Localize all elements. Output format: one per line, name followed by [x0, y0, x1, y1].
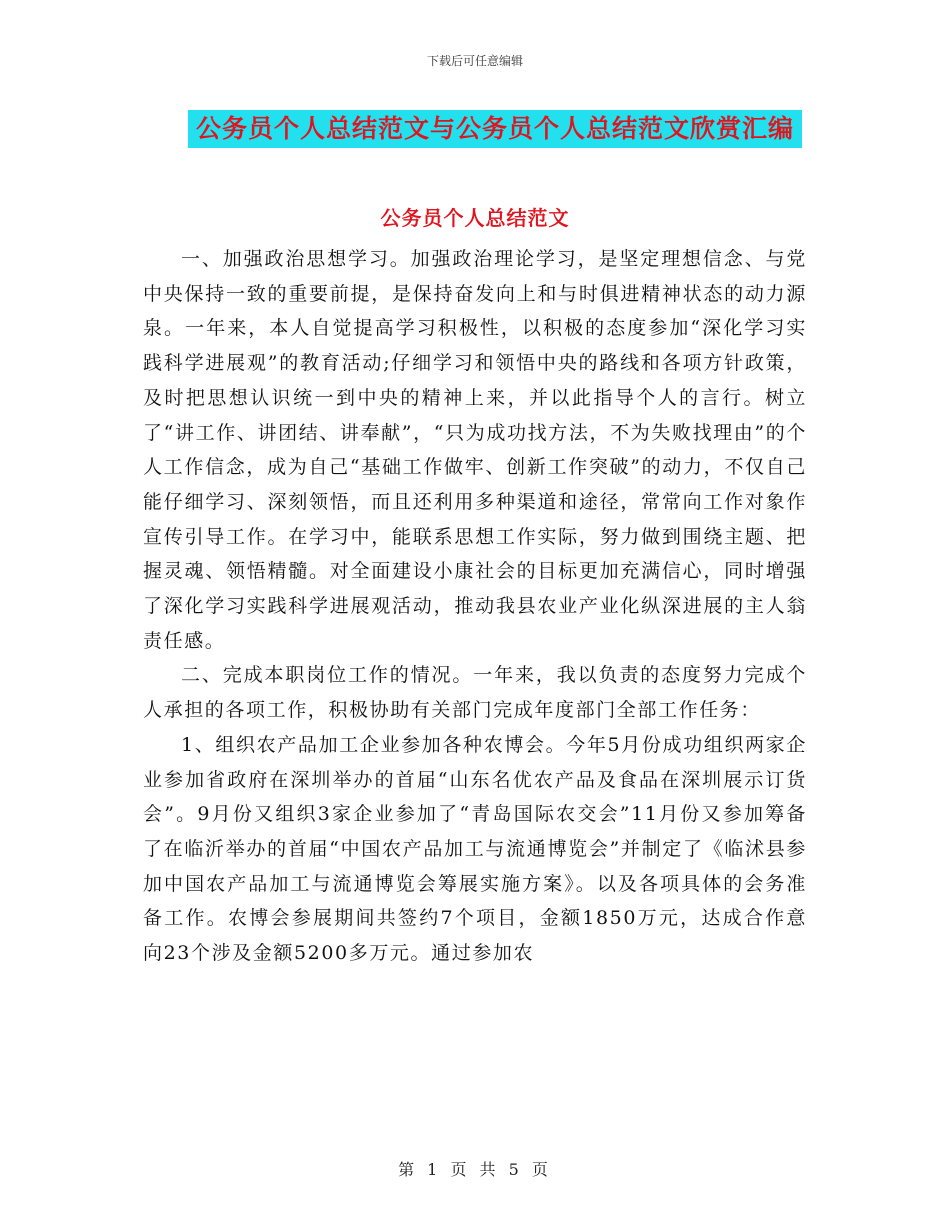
document-body [143, 242, 807, 971]
paragraph-2: 二、完成本职岗位工作的情况。一年来，我以负责的态度努力完成个人承担的各项工作，积极协助有关部门完成年度部门全部工作任务： [143, 664, 807, 722]
page-number: 第 1 页 共 5 页 [398, 1160, 552, 1179]
page-header-note: 下载后可任意编辑 [426, 54, 523, 68]
document-title-highlight [188, 110, 802, 148]
paragraph-1: 一、加强政治思想学习。加强政治理论学习，是坚定理想信念、与党中央保持一致的重要前提，是保持奋发向上和与时俱进精神状态的动力源泉。一年来，本人自觉提高学习积极性，以积极的态度参加“深化学习实践科学进展观”的教育活动;仔细学习和领悟中央的路线和各项方针政策，及时把思想认识统一到中央的精神上来，并以此指导个人的言行。树立了“讲工作、讲团结、讲奉献”，“只为成功找方法，不为失败找理由”的个人工作信念，成为自己“基础工作做牢、创新工作突破”的动力，不仅自己能仔细学习、深刻领悟，而且还利用多种渠道和途径，常常向工作对象作宣传引导工作。在学习中，能联系思想工作实际，努力做到围绕主题、把握灵魂、领悟精髓。对全面建设小康社会的目标更加充满信心，同时增强了深化学习实践科学进展观活动，推动我县农业产业化纵深进展的主人翁责任感。 [143, 248, 807, 652]
paragraph-3: 1、组织农产品加工企业参加各种农博会。今年5月份成功组织两家企业参加省政府在深圳举办的首届“山东名优农产品及食品在深圳展示订货会”。9月份又组织3家企业参加了“青岛国际农交会”11月份又参加筹备了在临沂举办的首届“中国农产品加工与流通博览会”并制定了《临沭县参加中国农产品加工与流通博览会筹展实施方案》。以及各项具体的会务准备工作。农博会参展期间共签约7个项目，金额1850万元，达成合作意向23个涉及金额5200多万元。通过参加农 [143, 733, 807, 965]
section-title: 公务员个人总结范文 [380, 206, 570, 230]
document-title: 公务员个人总结范文与公务员个人总结范文欣赏汇编 [195, 114, 794, 143]
